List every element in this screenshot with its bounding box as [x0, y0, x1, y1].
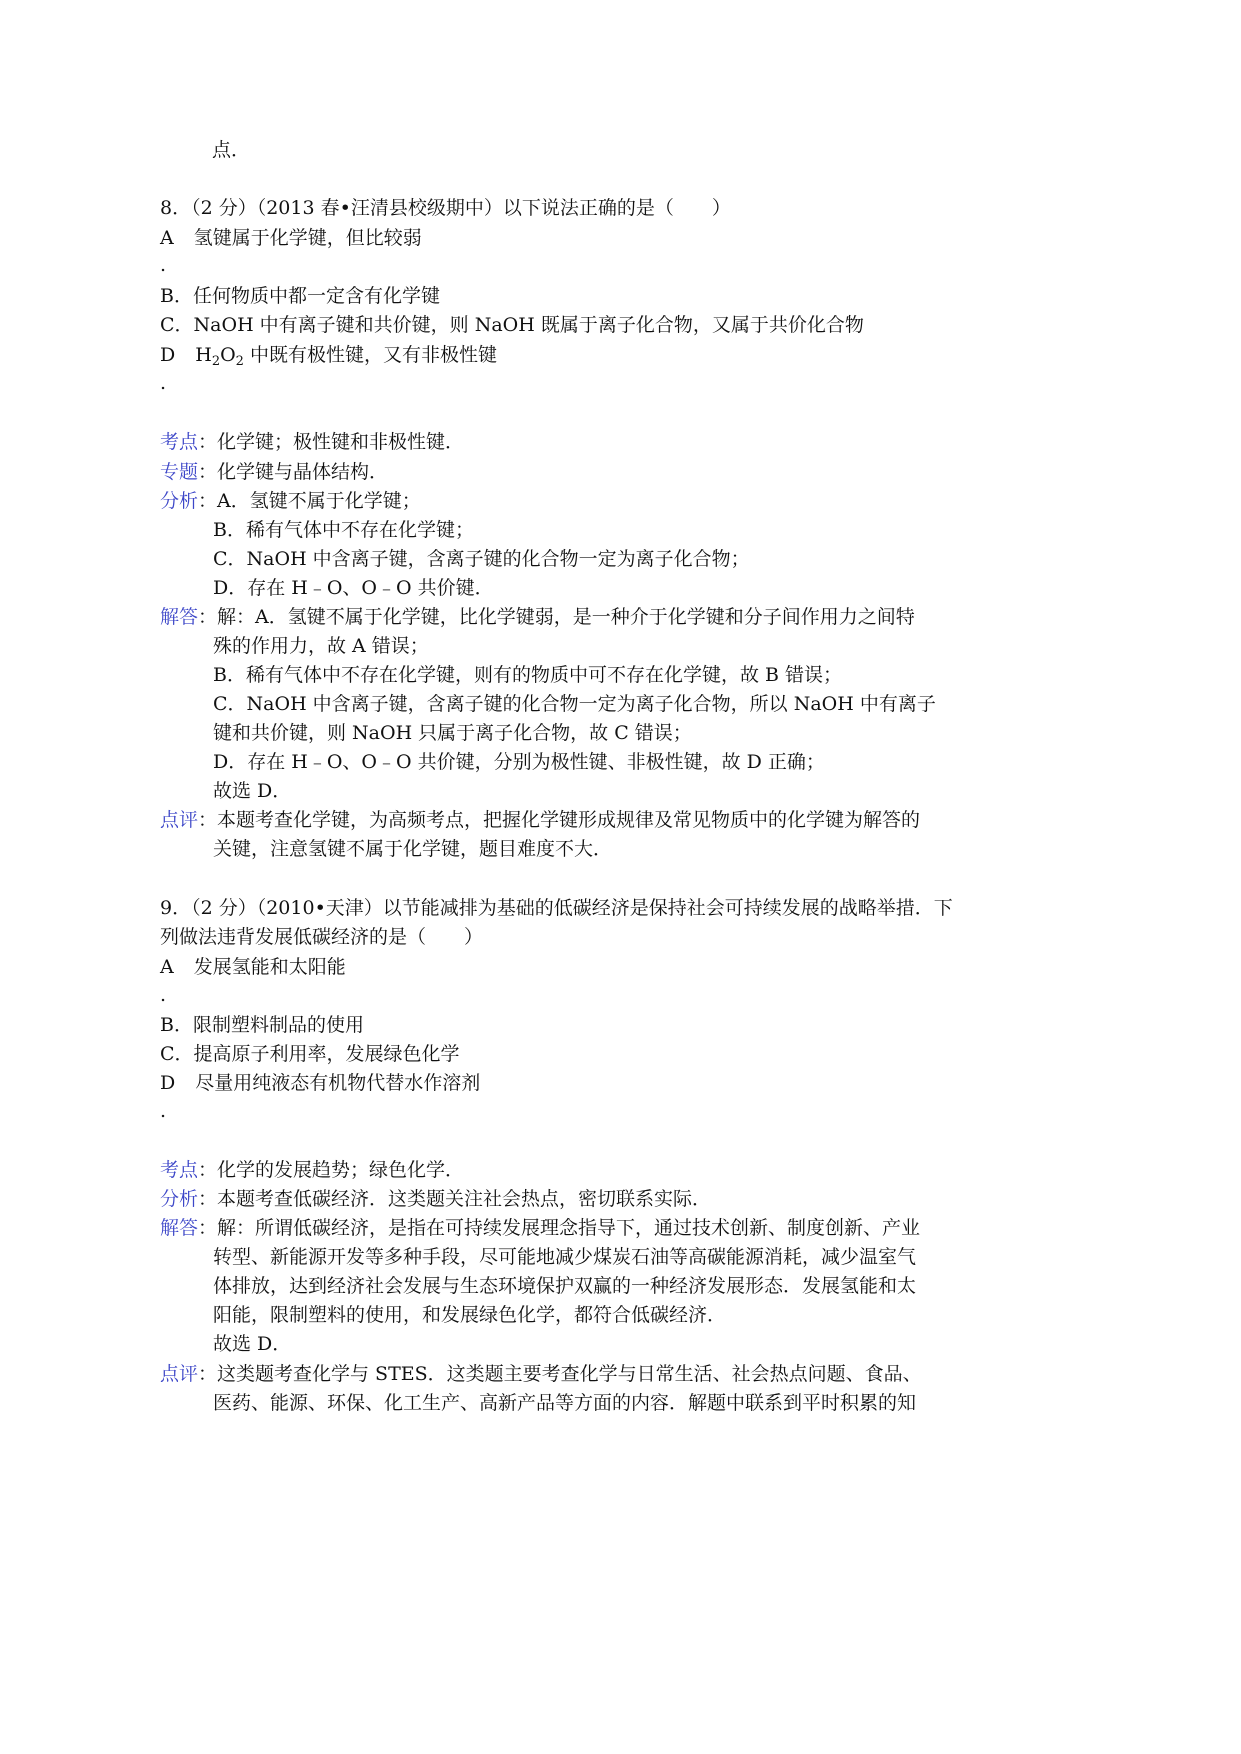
q8-option-d-dot: . — [160, 372, 167, 394]
q9-option-d — [160, 1070, 480, 1096]
q8-dianping — [160, 807, 920, 833]
q8-option-c: C．NaOH 中有离子键和共价键，则 NaOH 既属于离子化合物，又属于共价化合物 — [160, 314, 864, 336]
fenxi-label: 分析 — [160, 490, 199, 512]
q9-stem-line1: 9．（2 分）（2010•天津）以节能减排为基础的低碳经济是保持社会可持续发展的战略举措．下 — [160, 897, 953, 919]
jieda-line: 体排放，达到经济社会发展与生态环境保护双赢的一种经济发展形态．发展氢能和太 — [213, 1275, 917, 1297]
q8-fenxi — [160, 488, 421, 514]
q9-option-c: C．提高原子利用率，发展绿色化学 — [160, 1043, 460, 1065]
q8-stem: 8．（2 分）（2013 春•汪清县校级期中）以下说法正确的是（ ） — [160, 197, 731, 219]
dianping-line: 医药、能源、环保、化工生产、高新产品等方面的内容．解题中联系到平时积累的知 — [213, 1392, 917, 1414]
q8-option-a-dot: . — [160, 254, 167, 276]
option-text: 尽量用纯液态有机物代替水作溶剂 — [195, 1072, 481, 1094]
q8-option-d — [160, 342, 497, 375]
option-text: 中既有极性键，又有非极性键 — [243, 344, 497, 366]
q9-stem-line2: 列做法违背发展低碳经济的是（ ） — [160, 926, 484, 948]
option-letter: A — [160, 956, 174, 978]
fenxi-line: D．存在 H﹣O、O﹣O 共价键． — [213, 577, 494, 599]
q9-kaodian — [160, 1157, 464, 1183]
jieda-line: B．稀有气体中不存在化学键，则有的物质中可不存在化学键，故 B 错误； — [213, 664, 843, 686]
option-letter: D — [160, 1072, 176, 1094]
q8-zhuanti — [160, 459, 388, 485]
jieda-line: 殊的作用力，故 A 错误； — [213, 635, 429, 657]
kaodian-label: 考点 — [160, 431, 199, 453]
q8-option-b: B．任何物质中都一定含有化学键 — [160, 285, 440, 307]
option-text: 发展氢能和太阳能 — [193, 956, 346, 978]
prev-tail-text: 点． — [212, 139, 251, 161]
fenxi-label: 分析 — [160, 1188, 199, 1210]
kaodian-text: ：化学键；极性键和非极性键． — [198, 431, 465, 453]
q9-jieda — [160, 1215, 920, 1241]
jieda-line: 转型、新能源开发等多种手段，尽可能地减少煤炭石油等高碳能源消耗，减少温室气 — [213, 1246, 917, 1268]
zhuanti-label: 专题 — [160, 461, 199, 483]
q9-fenxi — [160, 1186, 711, 1212]
q8-option-a — [160, 225, 422, 251]
q8-jieda — [160, 604, 915, 630]
kaodian-text: ：化学的发展趋势；绿色化学． — [198, 1159, 465, 1181]
fenxi-line: B．稀有气体中不存在化学键； — [213, 519, 474, 541]
jieda-line: 故选 D． — [213, 780, 292, 802]
formula-o: O — [220, 344, 236, 366]
q9-option-b: B．限制塑料制品的使用 — [160, 1014, 364, 1036]
kaodian-label: 考点 — [160, 1159, 199, 1181]
jieda-line: ：解：A．氢键不属于化学键，比化学键弱，是一种介于化学键和分子间作用力之间特 — [198, 606, 915, 628]
formula-h: H — [195, 344, 212, 366]
jieda-line: 故选 D． — [213, 1333, 292, 1355]
option-text: 氢键属于化学键，但比较弱 — [193, 227, 422, 249]
jieda-line: ：解：所谓低碳经济，是指在可持续发展理念指导下，通过技术创新、制度创新、产业 — [198, 1217, 921, 1239]
fenxi-text: ：本题考查低碳经济．这类题关注社会热点，密切联系实际． — [198, 1188, 712, 1210]
fenxi-line: C．NaOH 中含离子键，含离子键的化合物一定为离子化合物； — [213, 548, 750, 570]
jieda-line: D．存在 H﹣O、O﹣O 共价键，分别为极性键、非极性键，故 D 正确； — [213, 751, 825, 773]
q9-option-d-dot: . — [160, 1100, 167, 1122]
dianping-label: 点评 — [160, 809, 199, 831]
jieda-line: 阳能，限制塑料的使用，和发展绿色化学，都符合低碳经济． — [213, 1304, 727, 1326]
jieda-line: C．NaOH 中含离子键，含离子键的化合物一定为离子化合物，所以 NaOH 中有离子 — [213, 693, 936, 715]
jieda-line: 键和共价键，则 NaOH 只属于离子化合物，故 C 错误； — [213, 722, 692, 744]
option-letter: A — [160, 227, 174, 249]
formula-subscript: 2 — [211, 354, 221, 369]
fenxi-line: ：A．氢键不属于化学键； — [198, 490, 421, 512]
jieda-label: 解答 — [160, 606, 199, 628]
q9-option-a-dot: . — [160, 984, 167, 1006]
dianping-line: ：这类题考查化学与 STES．这类题主要考查化学与日常生活、社会热点问题、食品、 — [198, 1363, 922, 1385]
option-letter: D — [160, 344, 176, 366]
zhuanti-text: ：化学键与晶体结构． — [198, 461, 389, 483]
dianping-label: 点评 — [160, 1363, 199, 1385]
q9-option-a — [160, 954, 346, 980]
q9-dianping — [160, 1361, 922, 1387]
formula-subscript: 2 — [235, 354, 244, 369]
jieda-label: 解答 — [160, 1217, 199, 1239]
q8-kaodian — [160, 429, 464, 455]
dianping-line: 关键，注意氢键不属于化学键，题目难度不大． — [213, 838, 613, 860]
dianping-line: ：本题考查化学键，为高频考点，把握化学键形成规律及常见物质中的化学键为解答的 — [198, 809, 921, 831]
